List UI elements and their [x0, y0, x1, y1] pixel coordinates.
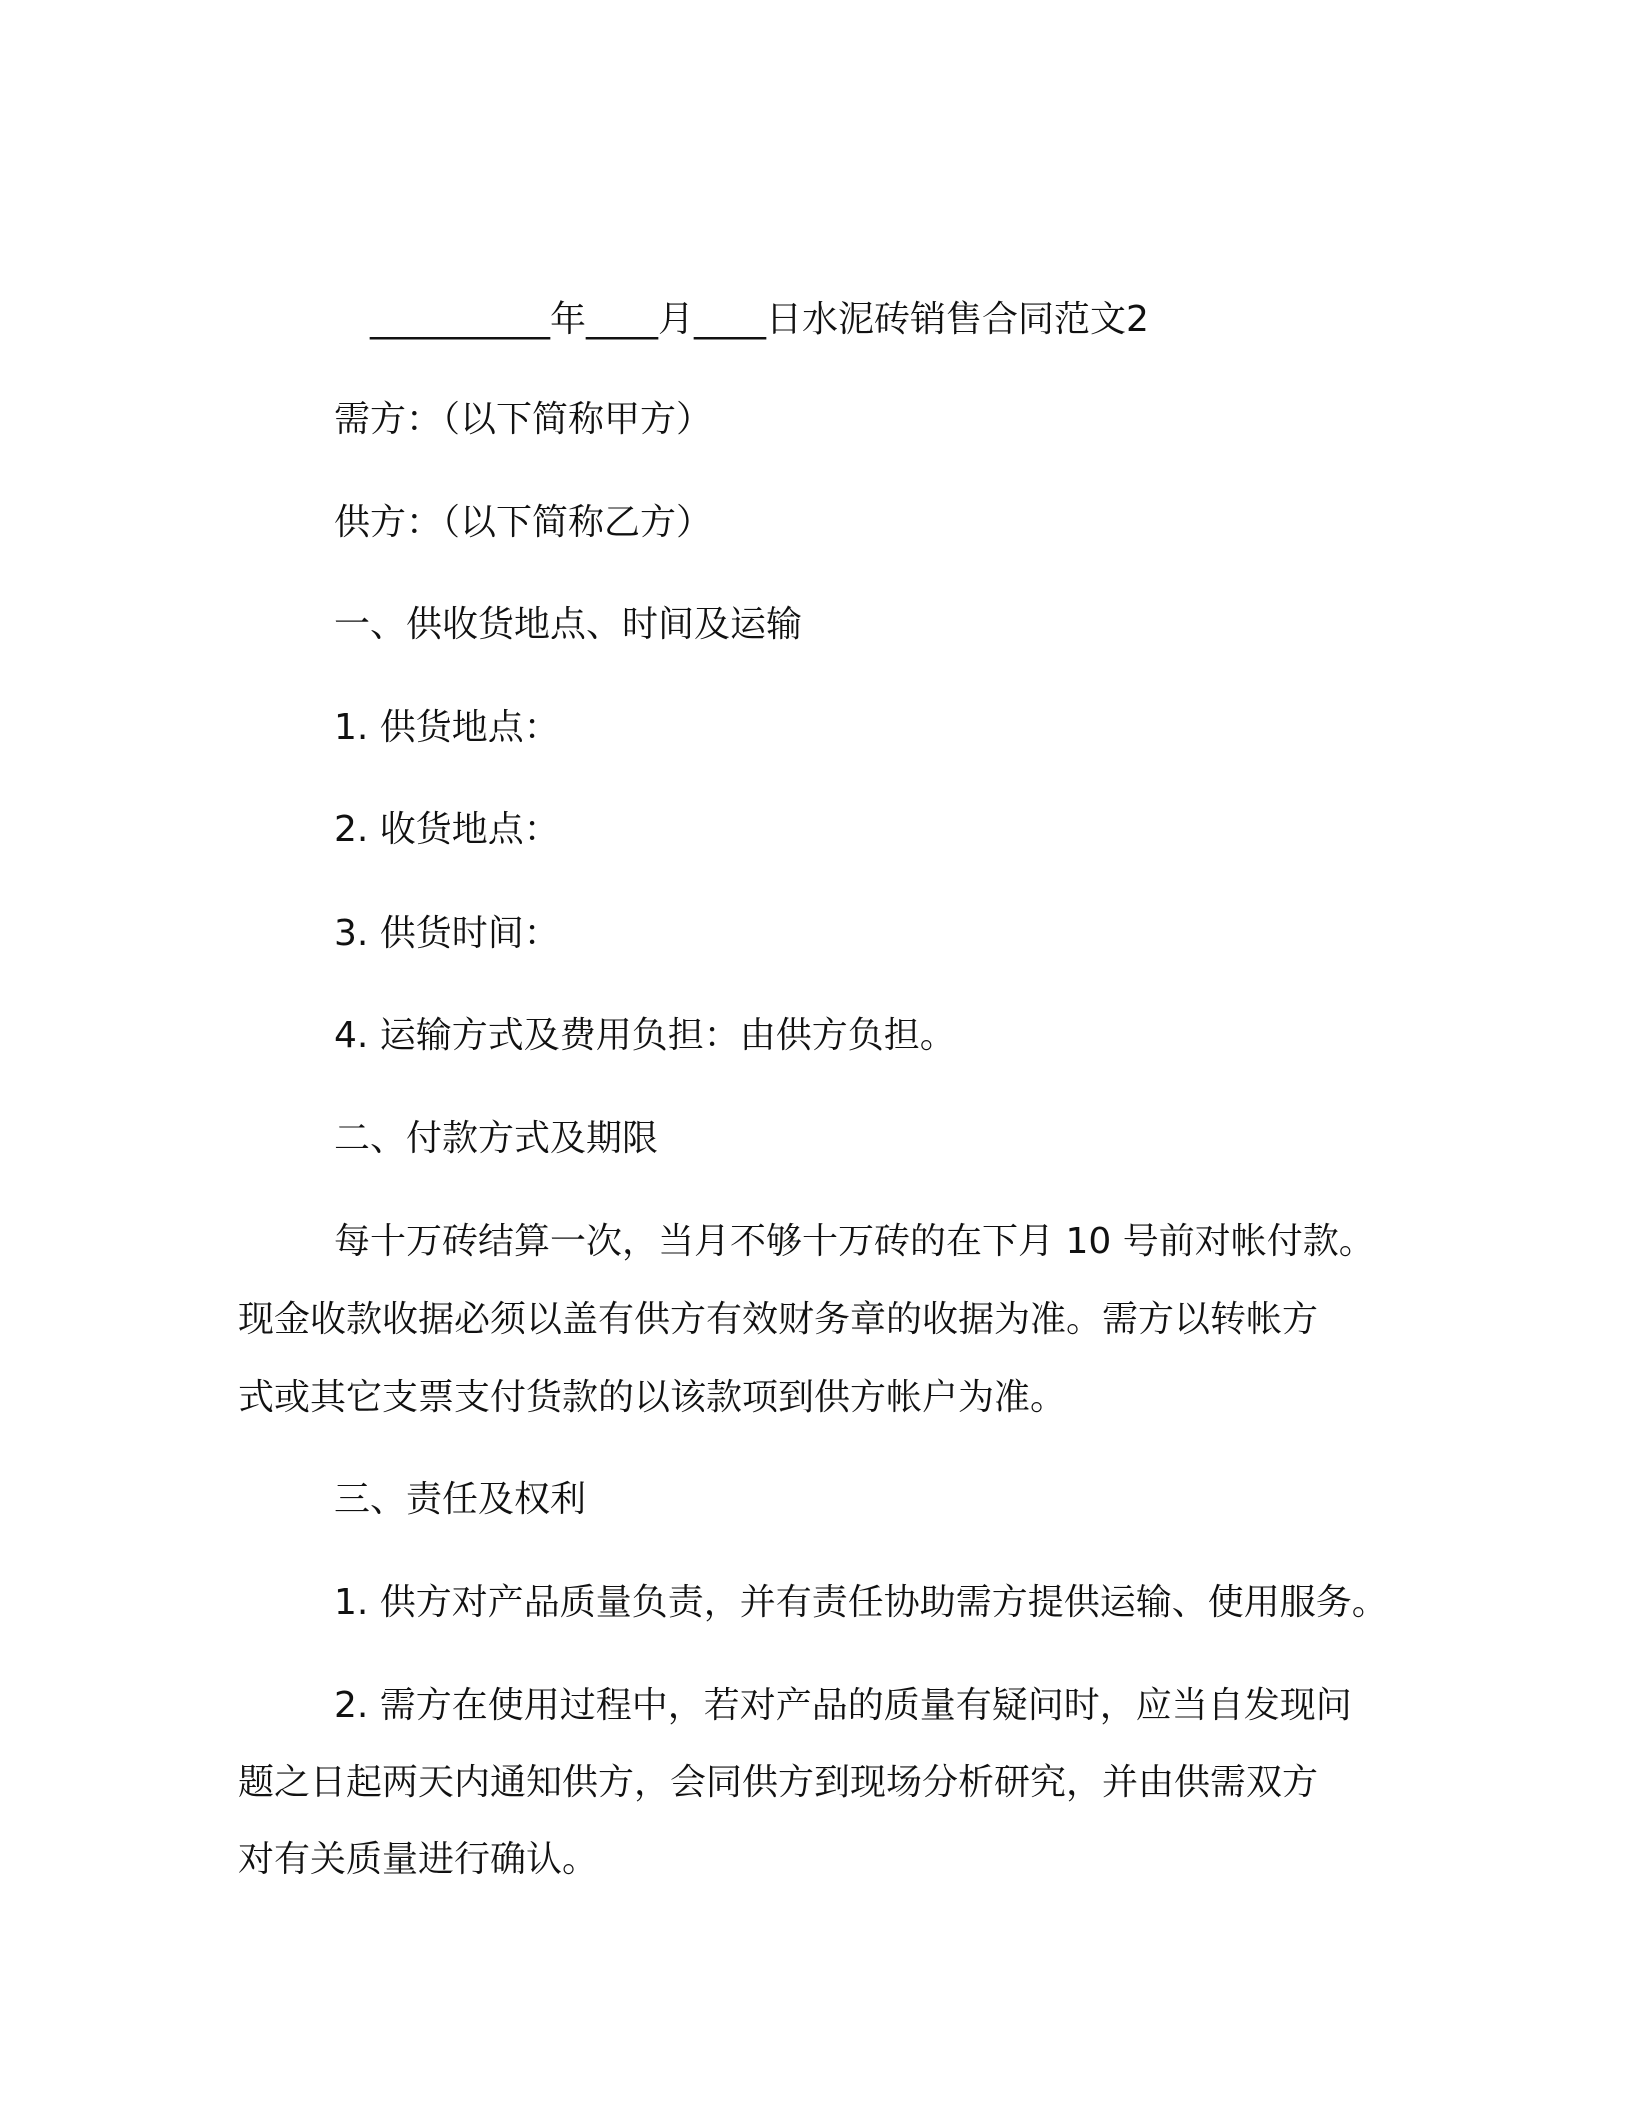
paragraph-line: 现金收款收据必须以盖有供方有效财务章的收据为准。需方以转帐方 [238, 1299, 1319, 1340]
paragraph-line: 题之日起两天内通知供方，会同供方到现场分析研究，并由供需双方 [238, 1762, 1319, 1803]
list-item: 1. 供方对产品质量负责，并有责任协助需方提供运输、使用服务。 [334, 1582, 1388, 1623]
section-heading-delivery: 一、供收货地点、时间及运输 [334, 604, 803, 645]
seller-line: 供方：（以下简称乙方） [334, 502, 713, 543]
section-heading-payment: 二、付款方式及期限 [334, 1118, 659, 1159]
paragraph-line: 2. 需方在使用过程中，若对产品的质量有疑问时，应当自发现问 [334, 1685, 1352, 1726]
list-item: 1. 供货地点： [334, 707, 560, 748]
list-item: 4. 运输方式及费用负担：由供方负担。 [334, 1015, 956, 1056]
list-item: 3. 供货时间： [334, 913, 560, 954]
document-title: __________年____月____日水泥砖销售合同范文2 [370, 299, 1149, 340]
buyer-line: 需方：（以下简称甲方） [334, 399, 713, 440]
paragraph-line: 对有关质量进行确认。 [238, 1839, 599, 1880]
list-item: 2. 收货地点： [334, 809, 560, 850]
section-heading-responsibility: 三、责任及权利 [334, 1479, 587, 1520]
paragraph-line: 式或其它支票支付货款的以该款项到供方帐户为准。 [238, 1377, 1067, 1418]
paragraph-line: 每十万砖结算一次，当月不够十万砖的在下月 10 号前对帐付款。 [334, 1221, 1375, 1262]
